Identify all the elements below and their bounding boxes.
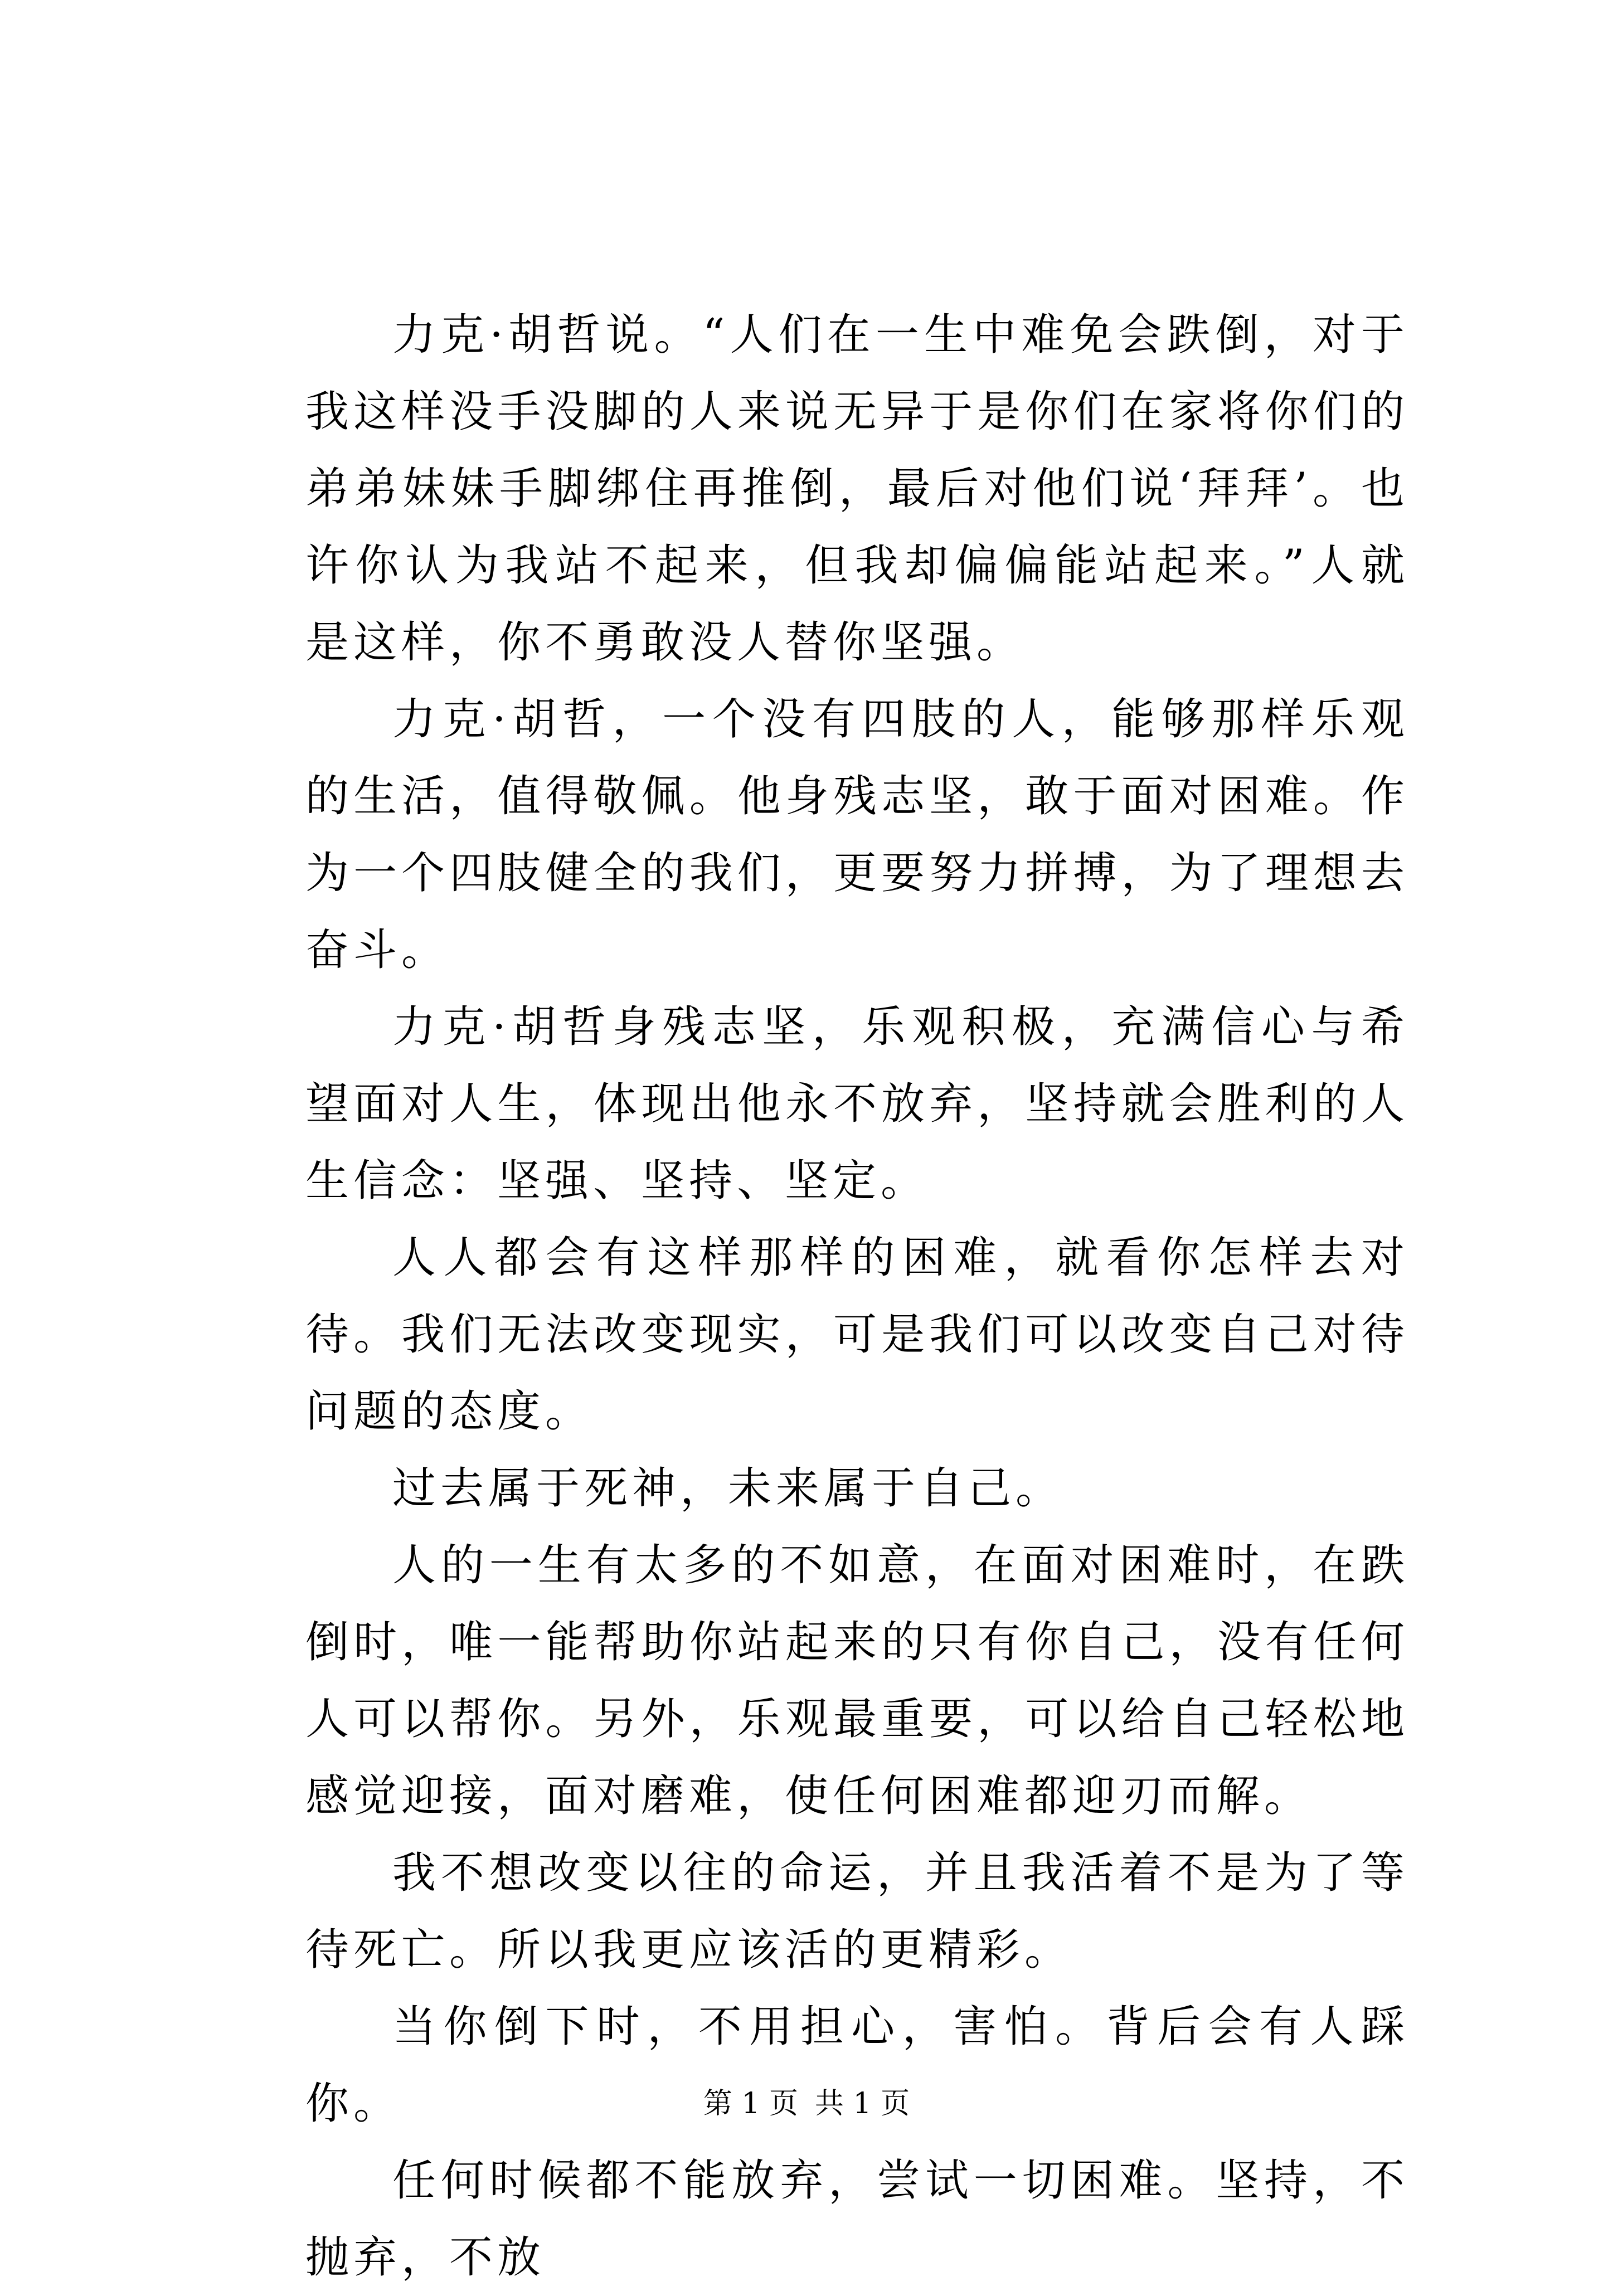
paragraph-6: 人的一生有太多的不如意，在面对困难时，在跌倒时，唯一能帮助你站起来的只有你自己，没有任何人可以帮你。另外，乐观最重要，可以给自己轻松地感觉迎接，面对磨难，使任何困难都迎刃而解。 xyxy=(305,1540,1409,1821)
document-body xyxy=(305,296,1409,2296)
paragraph-3: 力克·胡哲身残志坚，乐观积极，充满信心与希望面对人生，体现出他永不放弃，坚持就会胜利的人生信念：坚强、坚持、坚定。 xyxy=(305,1002,1409,1206)
paragraph-8: 当你倒下时，不用担心，害怕。背后会有人踩你。 xyxy=(305,2002,1409,2129)
paragraph-7: 我不想改变以往的命运，并且我活着不是为了等待死亡。所以我更应该活的更精彩。 xyxy=(305,1848,1409,1975)
page-number-total: 共 1 页 xyxy=(815,2087,910,2120)
page-number-current: 第 1 页 xyxy=(703,2087,798,2120)
paragraph-2: 力克·胡哲，一个没有四肢的人，能够那样乐观的生活，值得敬佩。他身残志坚，敢于面对困难。作为一个四肢健全的我们，更要努力拼搏，为了理想去奋斗。 xyxy=(305,694,1409,975)
paragraph-5: 过去属于死神，未来属于自己。 xyxy=(392,1463,1064,1514)
paragraph-1: 力克·胡哲说。“人们在一生中难免会跌倒，对于我这样没手没脚的人来说无异于是你们在家将你们的弟弟妹妹手脚绑住再推倒，最后对他们说‘拜拜’。也许你认为我站不起来，但我却偏偏能站起来。”人就是这样，你不勇敢没人替你坚强。 xyxy=(305,310,1409,668)
page-footer xyxy=(0,2084,1613,2123)
paragraph-4: 人人都会有这样那样的困难，就看你怎样去对待。我们无法改变现实，可是我们可以改变自己对待问题的态度。 xyxy=(305,1233,1409,1437)
paragraph-9: 任何时候都不能放弃，尝试一切困难。坚持，不抛弃，不放 xyxy=(305,2156,1409,2283)
